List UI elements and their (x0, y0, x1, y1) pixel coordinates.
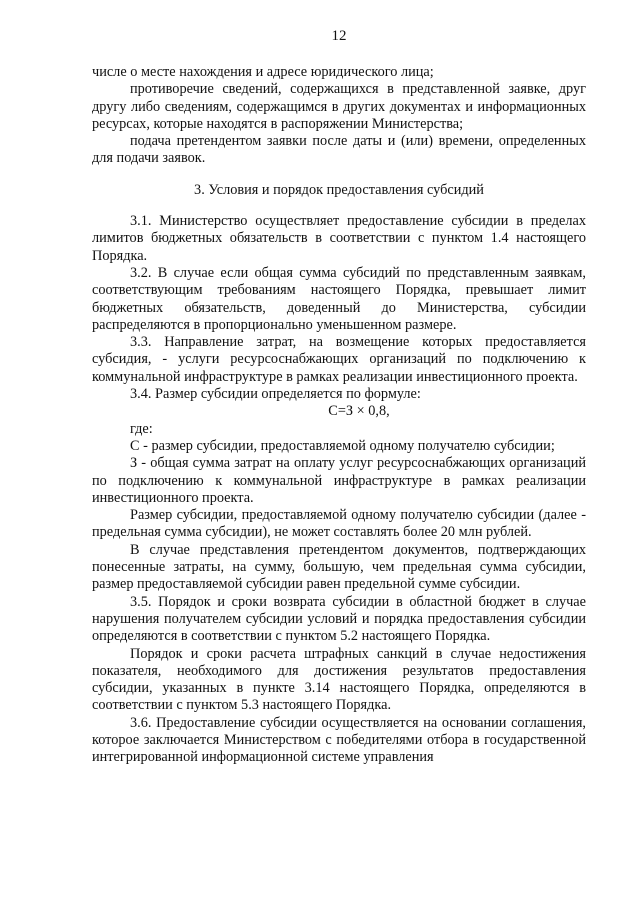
paragraph-3-5: 3.5. Порядок и сроки возврата субсидии в областной бюджет в случае нарушения получателем субсидии условий и порядка предоставления субсидии определяются в соответствии с пунктом 5.2 настоящего Порядка. (92, 593, 586, 645)
document-page (92, 0, 586, 905)
paragraph-3-1: 3.1. Министерство осуществляет предоставление субсидии в пределах лимитов бюджетных обязательств в соответствии с пунктом 1.4 настоящего Порядка. (92, 213, 586, 264)
subsidy-formula: С=З × 0,8, (328, 403, 390, 420)
paragraph-max-amount: Размер субсидии, предоставляемой одному получателю субсидии (далее - предельная сумма субсидии), не может составлять более 20 млн рублей. (92, 507, 586, 541)
document-body (92, 64, 586, 767)
paragraph-c-definition: С - размер субсидии, предоставляемой одному получателю субсидии; (130, 437, 555, 454)
where-label: где: (130, 420, 153, 437)
paragraph-continuation: числе о месте нахождения и адресе юридического лица; (92, 64, 434, 80)
paragraph-excess-costs: В случае представления претендентом документов, подтверждающих понесенные затраты, на сумму, большую, чем предельная сумма субсидии, размер предоставляемой субсидии равен предельной сумме субсидии. (92, 541, 586, 593)
paragraph-penalties: Порядок и сроки расчета штрафных санкций в случае недостижения показателя, необходимого для достижения результатов предоставления субсидии, указанных в пункте 3.14 настоящего Порядка, определяются в соответствии с пунктом 5.3 настоящего Порядка. (92, 645, 586, 714)
paragraph-3-6: 3.6. Предоставление субсидии осуществляется на основании соглашения, которое заключается Министерством с победителями отбора в государственной интегрированной информационной системе управления (92, 714, 586, 766)
paragraph-contradiction: противоречие сведений, содержащихся в представленной заявке, друг другу либо сведениям, содержащимся в других документах и информационных ресурсах, которые находятся в распоряжении Министерства; (92, 81, 586, 132)
paragraph-3-4: 3.4. Размер субсидии определяется по формуле: (130, 386, 421, 403)
page-number: 12 (331, 28, 347, 44)
paragraph-3-3: 3.3. Направление затрат, на возмещение которых предоставляется субсидия, - услуги ресурсоснабжающих организаций по подключению к коммунальной инфраструктуре в рамках реализации инвестиционного проекта. (92, 334, 586, 385)
paragraph-late-submission: подача претендентом заявки после даты и (или) времени, определенных для подачи заявок. (92, 133, 586, 167)
section-heading: 3. Условия и порядок предоставления субсидий (194, 181, 484, 198)
paragraph-3-2: 3.2. В случае если общая сумма субсидий по представленным заявкам, соответствующим требованиям настоящего Порядка, превышает лимит бюджетных обязательств, доведенный до Министерства, субсидии распределяются в пропорционально уменьшенном размере. (92, 264, 586, 333)
paragraph-z-definition: З - общая сумма затрат на оплату услуг ресурсоснабжающих организаций по подключению к коммунальной инфраструктуре в рамках реализации инвестиционного проекта. (92, 455, 586, 506)
